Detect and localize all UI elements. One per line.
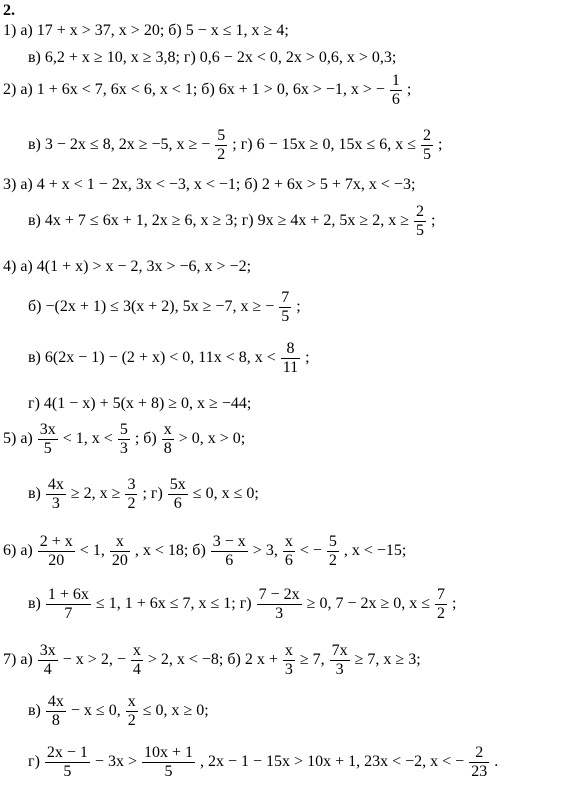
line-5-v-g: в) $\frac{4x}{3}$ ≥ 2, x ≥ $\frac{3}{2}$ ; г) $\frac{5x}{6}$ ≤ 0, x ≤ 0; (28, 476, 259, 512)
line-3: 3) а) 4 + x < 1 − 2x, 3x < −3, x < −1; б) 2 + 6x > 5 + 7x, x < −3; (3, 176, 416, 193)
fraction: $\frac{5}{2}$ (328, 533, 337, 569)
fraction: $\frac{4x}{8}$ (47, 693, 64, 729)
fraction: $\frac{3}{2}$ (127, 476, 136, 512)
fraction: $\frac{5}{3}$ (119, 421, 128, 457)
fraction: $\frac{x}{2}$ (127, 693, 136, 729)
line-4-v: в) 6(2x − 1) − (2 + x) < 0, 11x < 8, x < $\frac{8}{11}$ ; (28, 340, 310, 376)
fraction: $\frac{7 - 2x}{3}$ (258, 586, 300, 622)
fraction: $\frac{x}{6}$ (284, 533, 293, 569)
line-4: 4) а) 4(1 + x) > x − 2, 3x > −6, x > −2; (3, 258, 252, 275)
line-2-v-g: в) 3 − 2x ≤ 8, 2x ≥ −5, x ≥ − $\frac{5}{2}$ ; г) 6 − 15x ≥ 0, 15x ≤ 6, x ≤ $\frac{2}{5}$ ; (28, 127, 443, 163)
fraction: $\frac{10x + 1}{5}$ (143, 744, 193, 780)
fraction: $\frac{7x}{3}$ (331, 642, 348, 678)
fraction: $\frac{5x}{6}$ (169, 476, 186, 512)
fraction: $\frac{x}{20}$ (111, 533, 128, 569)
line-1-v-g: в) 6,2 + x ≥ 10, x ≥ 3,8; г) 0,6 − 2x < 0, 2x > 0,6, x > 0,3; (28, 49, 397, 66)
fraction: $\frac{2}{5}$ (423, 127, 431, 163)
fraction: $\frac{2}{5}$ (415, 203, 424, 239)
line-4-b: б) −(2x + 1) ≤ 3(x + 2), 5x ≥ −7, x ≥ − $\frac{7}{5}$ ; (28, 289, 301, 325)
fraction: $\frac{2}{23}$ (471, 744, 488, 780)
fraction: $\frac{1 + 6x}{7}$ (47, 586, 89, 622)
fraction: $\frac{7}{2}$ (437, 586, 446, 622)
line-4-g: г) 4(1 − x) + 5(x + 8) ≥ 0, x ≥ −44; (28, 395, 252, 412)
line-5: 5) а) $\frac{3x}{5}$ < 1, x < $\frac{5}{3}$ ; б) $\frac{x}{8}$ > 0, x > 0; (3, 421, 246, 457)
line-7-g: г) $\frac{2x - 1}{5}$ − 3x > $\frac{10x + 1}{5}$ , 2x − 1 − 15x > 10x + 1, 23x < −2, x < − $\frac{2}{23}$ . (28, 744, 499, 780)
fraction: $\frac{3 - x}{6}$ (212, 533, 246, 569)
fraction: $\frac{x}{8}$ (163, 421, 172, 457)
line-6: 6) а) $\frac{2 + x}{20}$ < 1, $\frac{x}{20}$ , x < 18; б) $\frac{3 - x}{6}$ > 3, $\frac{x}{6}$ < − $\frac{5}{2}$ , x < −15; (3, 533, 407, 569)
line-3-v-g: в) 4x + 7 ≤ 6x + 1, 2x ≥ 6, x ≥ 3; г) 9x ≥ 4x + 2, 5x ≥ 2, x ≥ $\frac{2}{5}$ ; (28, 203, 436, 239)
fraction: $\frac{x}{4}$ (132, 642, 141, 678)
fraction: $\frac{1}{6}$ (391, 72, 400, 108)
fraction: $\frac{2x - 1}{5}$ (46, 744, 88, 780)
fraction: $\frac{4x}{3}$ (47, 476, 64, 512)
fraction: $\frac{3x}{5}$ (39, 421, 56, 457)
line-6-v-g: в) $\frac{1 + 6x}{7}$ ≤ 1, 1 + 6x ≤ 7, x ≤ 1; г) $\frac{7 - 2x}{3}$ ≥ 0, 7 − 2x ≥ 0, x ≤ $\frac{7}{2}$ ; (28, 586, 457, 622)
fraction: $\frac{x}{3}$ (284, 642, 293, 678)
line-7-v: в) $\frac{4x}{8}$ − x ≤ 0, $\frac{x}{2}$ ≤ 0, x ≥ 0; (28, 693, 209, 729)
line-2: 2) а) 1 + 6x < 7, 6x < 6, x < 1; б) 6x + 1 > 0, 6x > −1, x > − $\frac{1}{6}$ ; (3, 72, 412, 108)
fraction: $\frac{8}{11}$ (282, 340, 299, 376)
fraction: $\frac{2 + x}{20}$ (39, 533, 73, 569)
fraction: $\frac{5}{2}$ (217, 127, 226, 163)
fraction: $\frac{3x}{4}$ (39, 642, 56, 678)
fraction: $\frac{7}{5}$ (281, 289, 290, 325)
exercise-number: 2. (3, 2, 15, 19)
line-1: 1) а) 17 + x > 37, x > 20; б) 5 − x ≤ 1, x ≥ 4; (3, 22, 289, 39)
line-7: 7) а) $\frac{3x}{4}$ − x > 2, − $\frac{x}{4}$ > 2, x < −8; б) 2 x + $\frac{x}{3}$ ≥ 7, $\frac{7x}{3}$ ≥ 7, x ≥ 3; (3, 642, 421, 678)
